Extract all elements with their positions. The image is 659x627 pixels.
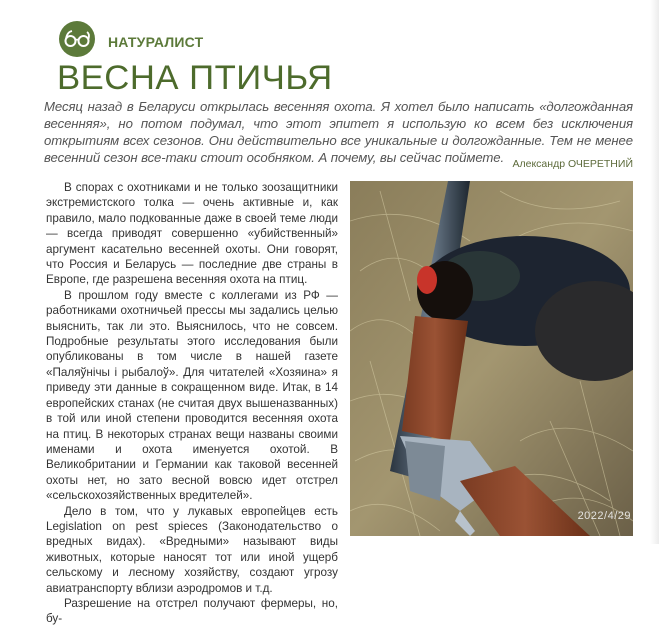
photo-date-stamp: 2022/4/29: [577, 510, 631, 522]
article-author: Александр ОЧЕРЕТНИЙ: [512, 158, 633, 170]
article-photo: [350, 181, 633, 536]
page-edge-shadow: [650, 0, 659, 544]
glasses-icon: [59, 21, 95, 57]
article-title: ВЕСНА ПТИЧЬЯ: [57, 59, 333, 97]
article-body: [46, 180, 338, 627]
body-paragraph: В прошлом году вместе с коллегами из РФ — работниками охотничьей прессы мы задались целью выяснить, так ли это. Выяснилось, что не совсем. Подробные результаты этого исследования были опубликованы в том числе в нашей газете «Паляўнічы і рыбалоў». Для читателей «Хозяина» я приведу эти данные в сокращенном виде. Итак, в 14 европейских станах (не считая двух вышеназванных) в той или иной степени проводится весенняя охота на птиц. В некоторых странах вещи названы своими именами и охота именуется охотой. В Великобритании и Германии как таковой весенней охоты нет, но зато весной вовсю идет отстрел «сельскохозяйственных вредителей».: [46, 288, 338, 503]
rubric-label: НАТУРАЛИСТ: [108, 34, 204, 50]
body-paragraph: Дело в том, что у лукавых европейцев есть Legislation on pest spieces (Законодательство о вредных видах). «Вредными» называют виды животных, которые наносят тот или иной ущерб сельскому и лесному хозяйству, создают угрозу авиатранспорту вблизи аэродромов и т.д.: [46, 504, 338, 595]
grouse-and-shotgun-image: [350, 181, 633, 536]
article-lead: Месяц назад в Беларуси открылась весенняя охота. Я хотел было написать «долгожданная весенняя», но потом подумал, что этот эпитет я использую ко всем без исключения открытиям всех сезонов. Они действительно все уникальные и долгожданные. Тем не менее весенний сезон все-таки стоит особняком. А почему, вы сейчас поймете.: [44, 99, 633, 165]
body-paragraph: В спорах с охотниками и не только зоозащитники экстремистского толка — очень активные и, как правило, мало подкованные даже в своей теме люди — всегда приводят совершенно «убийственный» аргумент касательно весенней охоты. Они говорят, что Россия и Беларусь — последние две страны в Европе, где разрешена весенняя охота на птиц.: [46, 181, 338, 287]
body-paragraph: Разрешение на отстрел получают фермеры, но, бу-: [46, 596, 338, 626]
